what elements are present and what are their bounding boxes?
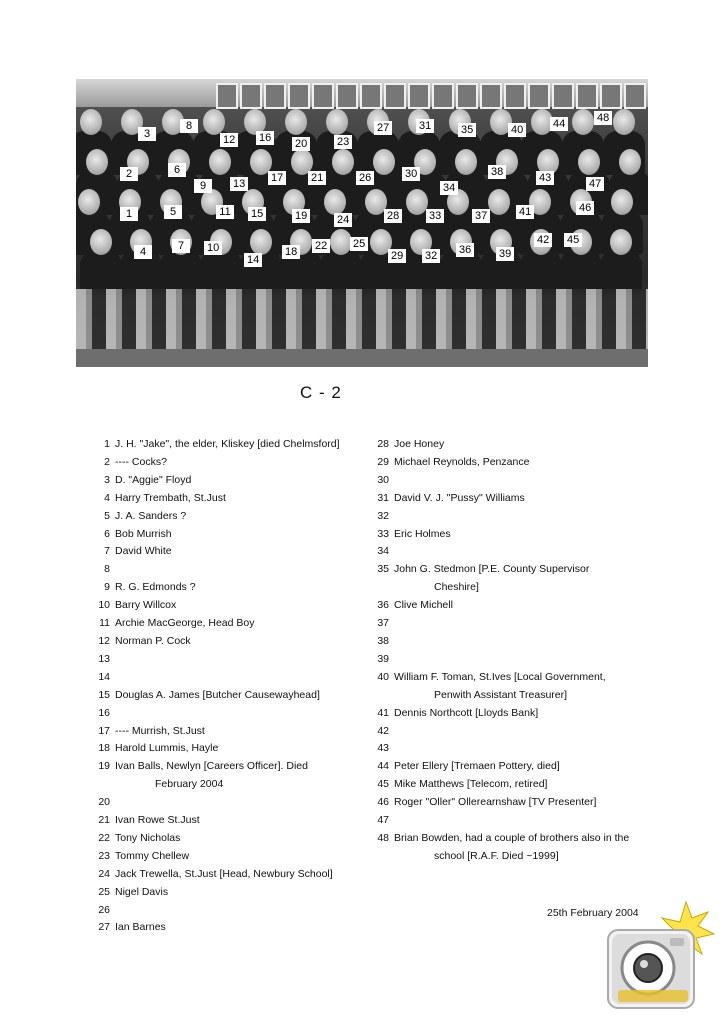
list-item-number: 16	[98, 706, 110, 719]
list-item-number	[96, 776, 110, 794]
person-face	[611, 189, 633, 215]
list-item-number: 13	[98, 652, 110, 665]
person-face	[326, 109, 348, 135]
photo-number-label: 24	[334, 213, 352, 227]
photo-number-label: 33	[426, 209, 444, 223]
list-item-name: ---- Cocks?	[115, 455, 167, 468]
list-item	[96, 508, 366, 526]
list-item-name: Harry Trembath, St.Just	[115, 491, 226, 504]
names-list-right	[375, 436, 675, 866]
list-item	[96, 561, 366, 579]
photo-number-label: 41	[516, 205, 534, 219]
photo-number-label: 43	[536, 171, 554, 185]
list-item	[375, 812, 675, 830]
photo-number-label: 1	[120, 207, 138, 221]
photo-number-label: 36	[456, 243, 474, 257]
photo-window	[576, 83, 598, 109]
list-item-number: 36	[377, 599, 389, 612]
list-item-name: Mike Matthews [Telecom, retired]	[394, 778, 548, 791]
list-item	[96, 812, 366, 830]
photo-number-label: 17	[268, 171, 286, 185]
list-item-name: Peter Ellery [Tremaen Pottery, died]	[394, 760, 560, 773]
list-item-number: 15	[98, 688, 110, 701]
list-item-number	[375, 579, 389, 597]
photo-number-label: 30	[402, 167, 420, 181]
list-item	[375, 848, 675, 866]
list-item-name: Tony Nicholas	[115, 831, 181, 844]
list-item-number: 7	[104, 545, 110, 558]
photo-number-label: 40	[508, 123, 526, 137]
photo-window	[552, 83, 574, 109]
list-item-name: Brian Bowden, had a couple of brothers also in the	[394, 831, 630, 844]
list-item-number: 21	[98, 814, 110, 827]
photo-window	[360, 83, 382, 109]
list-item-number: 28	[377, 438, 389, 450]
photo-number-label: 4	[134, 245, 152, 259]
photo-number-label: 6	[168, 163, 186, 177]
photo-window	[528, 83, 550, 109]
list-item-number: 41	[377, 706, 389, 719]
photo-number-label: 11	[216, 205, 234, 219]
list-item-name: J. H. "Jake", the elder, Kliskey [died Chelmsford]	[115, 438, 340, 450]
list-item	[375, 579, 675, 597]
list-item	[375, 597, 675, 615]
list-item-name: Penwith Assistant Treasurer]	[434, 688, 568, 701]
person-face	[78, 189, 100, 215]
list-item	[375, 723, 675, 741]
list-item	[96, 543, 366, 561]
photo-window	[336, 83, 358, 109]
list-item-number: 46	[377, 796, 389, 809]
person-face	[332, 149, 354, 175]
photo-window	[456, 83, 478, 109]
list-item-number: 22	[98, 831, 110, 844]
list-item-number: 25	[98, 885, 110, 898]
list-item-number: 39	[377, 652, 389, 665]
list-item-number: 6	[104, 527, 110, 540]
list-item	[96, 884, 366, 902]
list-item-number: 29	[377, 455, 389, 468]
list-item	[96, 902, 366, 920]
list-item-number: 4	[104, 491, 110, 504]
list-item-number: 19	[98, 760, 110, 773]
photo-number-label: 7	[172, 239, 190, 253]
list-item-number: 20	[98, 796, 110, 809]
photo-number-label: 20	[292, 137, 310, 151]
list-item	[375, 508, 675, 526]
list-item-name: David V. J. "Pussy" Williams	[394, 491, 525, 504]
photo-number-label: 32	[422, 249, 440, 263]
list-item-number: 31	[377, 491, 389, 504]
list-item-number: 3	[104, 473, 110, 486]
list-item	[375, 776, 675, 794]
list-item	[96, 436, 366, 454]
list-item-name: J. A. Sanders ?	[115, 509, 187, 522]
list-item	[96, 490, 366, 508]
photo-number-label: 16	[256, 131, 274, 145]
photo-window	[432, 83, 454, 109]
photo-number-label: 8	[180, 119, 198, 133]
photo-number-label: 9	[194, 179, 212, 193]
list-item-number: 14	[98, 670, 110, 683]
list-item-name: ---- Murrish, St.Just	[115, 724, 205, 737]
photo-number-label: 34	[440, 181, 458, 195]
photo-window	[504, 83, 526, 109]
photo-number-label: 39	[496, 247, 514, 261]
person-face	[324, 189, 346, 215]
person-face	[285, 109, 307, 135]
list-item	[96, 758, 366, 776]
photo-number-label: 37	[472, 209, 490, 223]
photo-number-label: 29	[388, 249, 406, 263]
photo-number-label: 18	[282, 245, 300, 259]
list-item-name: William F. Toman, St.Ives [Local Government,	[394, 670, 606, 683]
photo-number-label: 47	[586, 177, 604, 191]
list-item-name: Bob Murrish	[115, 527, 172, 540]
list-item-name: Archie MacGeorge, Head Boy	[115, 617, 255, 630]
photo-number-label: 45	[564, 233, 582, 247]
photo-number-label: 15	[248, 207, 266, 221]
list-item	[375, 687, 675, 705]
list-item	[96, 651, 366, 669]
list-item-name: Eric Holmes	[394, 527, 451, 540]
photo-number-label: 26	[356, 171, 374, 185]
list-item-number: 35	[377, 563, 389, 576]
photo-floor	[76, 349, 648, 367]
list-item-number: 26	[98, 903, 110, 916]
list-item-name: Douglas A. James [Butcher Causewayhead]	[115, 688, 320, 701]
photo-window	[240, 83, 262, 109]
list-item	[96, 687, 366, 705]
list-item-number: 10	[98, 599, 110, 612]
photo-number-label: 5	[164, 205, 182, 219]
photo-number-label: 48	[594, 111, 612, 125]
person-face	[209, 149, 231, 175]
list-item-name: Dennis Northcott [Lloyds Bank]	[394, 706, 539, 719]
photo-number-label: 42	[534, 233, 552, 247]
list-item-name: Michael Reynolds, Penzance	[394, 455, 530, 468]
list-item	[96, 848, 366, 866]
list-item-name: February 2004	[155, 778, 224, 791]
list-item-number	[375, 848, 389, 866]
list-item	[375, 740, 675, 758]
list-item-number: 17	[98, 724, 110, 737]
list-item-name: John G. Stedmon [P.E. County Supervisor	[394, 563, 590, 576]
list-item-number: 8	[104, 563, 110, 576]
list-item-number: 27	[98, 921, 110, 934]
list-item-name: Joe Honey	[394, 438, 445, 450]
photo-window	[600, 83, 622, 109]
list-item	[375, 472, 675, 490]
list-item-number: 12	[98, 634, 110, 647]
list-item	[375, 651, 675, 669]
person-face	[330, 229, 352, 255]
photo-window	[288, 83, 310, 109]
list-item-name: Tommy Chellew	[115, 849, 190, 862]
photo-number-label: 2	[120, 167, 138, 181]
list-item	[375, 454, 675, 472]
person-face	[610, 229, 632, 255]
list-item	[96, 830, 366, 848]
photo-number-label: 3	[138, 127, 156, 141]
list-item-number: 5	[104, 509, 110, 522]
list-item	[96, 794, 366, 812]
list-item-number: 11	[99, 617, 110, 630]
list-item-name: Ivan Balls, Newlyn [Careers Officer]. Died	[115, 760, 308, 773]
photo-window	[624, 83, 646, 109]
list-item	[375, 830, 675, 848]
list-item-name: R. G. Edmonds ?	[115, 581, 196, 594]
photo-number-label: 12	[220, 133, 238, 147]
list-item	[375, 669, 675, 687]
list-item-number	[375, 687, 389, 705]
person-face	[90, 229, 112, 255]
list-item	[375, 561, 675, 579]
photo-number-label: 38	[488, 165, 506, 179]
list-item	[96, 669, 366, 687]
list-item-number: 18	[98, 742, 110, 755]
list-item-number: 42	[377, 724, 389, 737]
list-item-number: 47	[377, 814, 389, 827]
list-item-number: 34	[377, 545, 389, 558]
photo-number-label: 31	[416, 119, 434, 133]
list-item-number: 2	[104, 455, 110, 468]
list-item	[96, 526, 366, 544]
photo-number-label: 14	[244, 253, 262, 267]
list-item	[96, 919, 366, 937]
photo-number-label: 27	[374, 121, 392, 135]
photo-window	[408, 83, 430, 109]
person-face	[406, 189, 428, 215]
list-item	[375, 615, 675, 633]
photo-window	[384, 83, 406, 109]
list-item-number: 24	[98, 867, 110, 880]
list-item-name: Norman P. Cock	[115, 634, 191, 647]
list-item-number: 38	[377, 634, 389, 647]
person-face	[455, 149, 477, 175]
list-item-name: D. "Aggie" Floyd	[115, 473, 192, 486]
list-item	[96, 597, 366, 615]
person-face	[613, 109, 635, 135]
photo-number-label: 22	[312, 239, 330, 253]
list-item	[375, 633, 675, 651]
list-item-number: 40	[377, 670, 389, 683]
person-face	[250, 229, 272, 255]
names-list-left	[96, 436, 366, 937]
list-item	[375, 526, 675, 544]
person-face	[572, 109, 594, 135]
list-item-name: Roger "Oller" Ollerearnshaw [TV Presenter]	[394, 796, 597, 809]
group-photo	[76, 79, 648, 367]
list-item-name: Jack Trewella, St.Just [Head, Newbury School]	[115, 867, 333, 880]
person-face	[86, 149, 108, 175]
list-item	[96, 866, 366, 884]
photo-number-label: 19	[292, 209, 310, 223]
list-item	[96, 740, 366, 758]
list-item-name: Clive Michell	[394, 599, 453, 612]
list-item-name: Ian Barnes	[115, 921, 166, 934]
list-item-number: 23	[98, 849, 110, 862]
camera-watermark-icon	[600, 898, 718, 1020]
list-item	[375, 490, 675, 508]
photo-caption: C - 2	[300, 383, 342, 402]
list-item-name: Barry Willcox	[115, 599, 177, 612]
list-item-number: 32	[377, 509, 389, 522]
photo-window	[264, 83, 286, 109]
photo-number-label: 13	[230, 177, 248, 191]
list-item-name: David White	[115, 545, 172, 558]
list-item-number: 9	[104, 581, 110, 594]
list-item-name: school [R.A.F. Died ~1999]	[434, 849, 559, 862]
photo-number-label: 25	[350, 237, 368, 251]
person-face	[80, 109, 102, 135]
list-item	[375, 543, 675, 561]
document-date: 25th February 2004	[547, 907, 639, 919]
list-item	[96, 579, 366, 597]
photo-number-label: 23	[334, 135, 352, 149]
list-item	[96, 472, 366, 490]
list-item-name: Nigel Davis	[115, 885, 169, 898]
list-item	[96, 454, 366, 472]
list-item	[96, 705, 366, 723]
list-item-number: 33	[377, 527, 389, 540]
photo-window	[216, 83, 238, 109]
list-item-name: Cheshire]	[434, 581, 479, 594]
photo-number-label: 10	[204, 241, 222, 255]
photo-number-label: 35	[458, 123, 476, 137]
person-face	[373, 149, 395, 175]
list-item	[375, 794, 675, 812]
list-item	[375, 436, 675, 454]
list-item-number: 1	[104, 438, 110, 450]
photo-number-label: 46	[576, 201, 594, 215]
list-item-number: 30	[377, 473, 389, 486]
list-item	[375, 758, 675, 776]
list-item-number: 37	[377, 617, 389, 630]
photo-number-label: 21	[308, 171, 326, 185]
person-face	[203, 109, 225, 135]
list-item-number: 48	[377, 831, 389, 844]
person-face	[488, 189, 510, 215]
photo-window	[480, 83, 502, 109]
list-item-name: Harold Lummis, Hayle	[115, 742, 219, 755]
person-face	[578, 149, 600, 175]
list-item-name: Ivan Rowe St.Just	[115, 814, 200, 827]
list-item	[96, 633, 366, 651]
list-item	[96, 615, 366, 633]
list-item	[375, 705, 675, 723]
list-item	[96, 723, 366, 741]
photo-number-label: 28	[384, 209, 402, 223]
list-item-number: 45	[377, 778, 389, 791]
photo-window	[312, 83, 334, 109]
list-item	[96, 776, 366, 794]
person-face	[619, 149, 641, 175]
list-item-number: 43	[377, 742, 389, 755]
photo-number-label: 44	[550, 117, 568, 131]
list-item-number: 44	[377, 760, 389, 773]
